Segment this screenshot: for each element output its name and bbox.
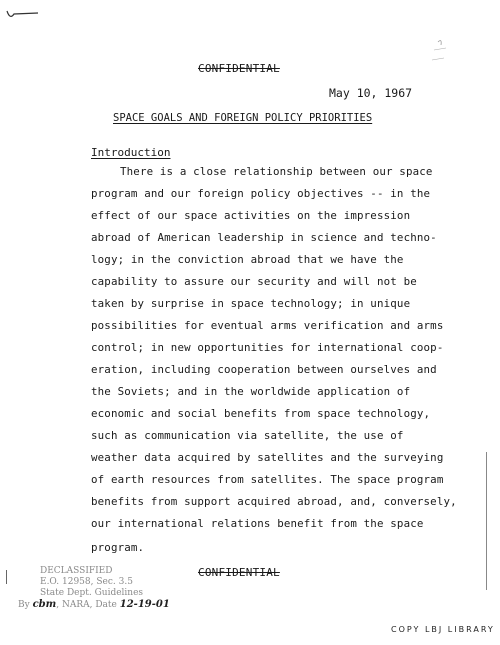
classification-marking-bottom: CONFIDENTIAL [198, 566, 280, 579]
body-line: eration, including cooperation between ourselves and [91, 363, 437, 376]
body-line: the Soviets; and in the worldwide application of [91, 385, 411, 398]
declassification-stamp [18, 566, 168, 611]
document-title: SPACE GOALS AND FOREIGN POLICY PRIORITIES [113, 112, 373, 124]
body-line: control; in new opportunities for international coop- [91, 341, 444, 354]
stamp-nara-label: , NARA, Date [56, 600, 117, 610]
body-line: weather data acquired by satellites and the surveying [91, 451, 444, 464]
stamp-line: DECLASSIFIED [40, 566, 113, 576]
stamp-line: E.O. 12958, Sec. 3.5 [40, 577, 133, 587]
body-line: program and our foreign policy objectives -- in the [91, 187, 431, 200]
body-line: of earth resources from satellites. The space program [91, 473, 444, 486]
classification-marking-top: CONFIDENTIAL [198, 62, 280, 75]
stamp-signature-row [18, 599, 168, 611]
body-line: abroad of American leadership in science and techno- [91, 231, 437, 244]
body-line: economic and social benefits from space technology, [91, 407, 431, 420]
section-heading: Introduction [91, 146, 171, 159]
stamp-line: State Dept. Guidelines [40, 588, 144, 598]
margin-rule-left [6, 570, 7, 584]
margin-rule-right [486, 452, 487, 590]
body-line: program. [91, 541, 145, 554]
body-line: benefits from support acquired abroad, and, conversely, [91, 495, 457, 508]
body-line: our international relations benefit from the space [91, 517, 424, 530]
body-line: such as communication via satellite, the use of [91, 429, 404, 442]
stamp-by-label: By [18, 600, 30, 610]
margin-pen-mark [428, 36, 450, 66]
corner-pen-mark [6, 8, 40, 24]
body-line: logy; in the conviction abroad that we have the [91, 253, 404, 266]
document-date: May 10, 1967 [329, 86, 413, 100]
library-footer: COPY LBJ LIBRARY [391, 625, 495, 634]
body-line: effect of our space activities on the impression [91, 209, 411, 222]
body-line: capability to assure our security and will not be [91, 275, 417, 288]
body-line: There is a close relationship between our space [120, 165, 433, 178]
stamp-initials: cbm [32, 599, 57, 610]
body-line: taken by surprise in space technology; in unique [91, 297, 411, 310]
stamp-date: 12-19-01 [119, 599, 170, 610]
body-line: possibilities for eventual arms verification and arms [91, 319, 444, 332]
